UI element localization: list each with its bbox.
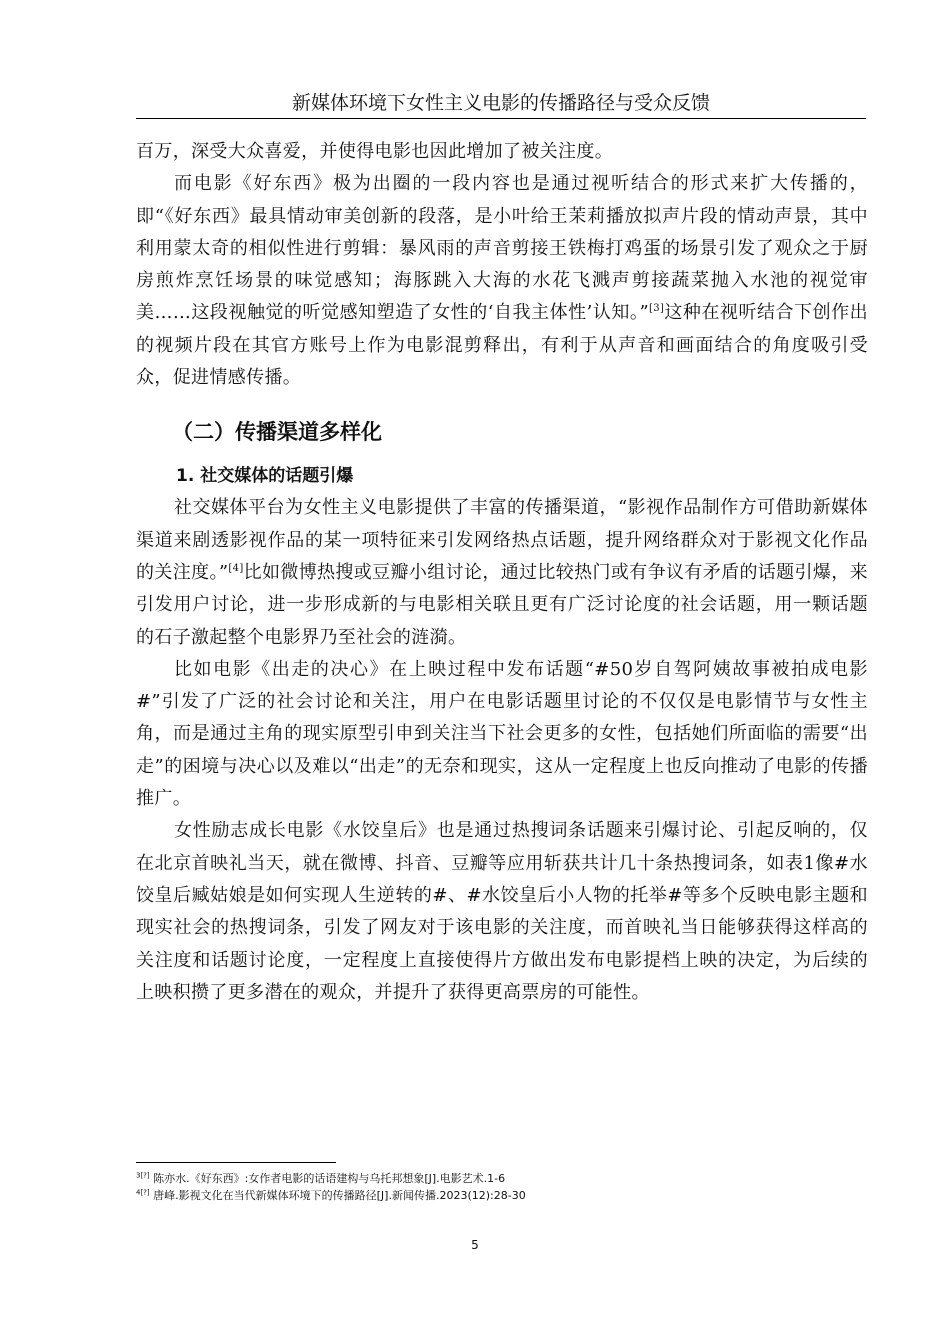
footnote-mark: 3[?] <box>136 1171 150 1180</box>
footnote-text: 唐峰.影视文化在当代新媒体环境下的传播路径[J].新闻传播.2023(12):28-30 <box>153 1189 526 1202</box>
paragraph-text: 社交媒体平台为女性主义电影提供了丰富的传播渠道，“影视作品制作方可借助新媒体渠道来剧透影视作品的某一项特征来引发网络热点话题，提升网络群众对于影视文化作品的关注度。” <box>136 497 868 583</box>
footnote-item <box>136 1187 866 1204</box>
paragraph-social-media <box>136 492 868 653</box>
page-number: 5 <box>471 1238 479 1252</box>
footnote-mark: 4[?] <box>136 1188 150 1197</box>
paragraph-text: 这种在视听结合下创作出的视频片段在其官方账号上作为电影混剪释出，有利于从声音和画面结合的角度吸引受众，促进情感传播。 <box>136 302 868 389</box>
paragraph-text: 比如微博热搜或豆瓣小组讨论，通过比较热门或有争议有矛盾的话题引爆，来引发用户讨论，进一步形成新的与电影相关联且更有广泛讨论度的社会话题，用一颗话题的石子激起整个电影界乃至社会的涟漪。 <box>136 561 868 648</box>
section-heading: （二）传播渠道多样化 <box>172 420 382 445</box>
citation-ref-3: [3] <box>649 303 665 315</box>
footnote-divider <box>136 1162 336 1163</box>
subsection-heading: 1. 社交媒体的话题引爆 <box>176 466 354 487</box>
footnote-item <box>136 1170 866 1187</box>
citation-ref-4: [4] <box>228 562 244 574</box>
paragraph-shuijiao: 女性励志成长电影《水饺皇后》也是通过热搜词条话题来引爆讨论、引起反响的，仅在北京首映礼当天，就在微博、抖音、豆瓣等应用斩获共计几十条热搜词条，如表1像#水饺皇后臧姑娘是如何实现人生逆转的#、#水饺皇后小人物的托举#等多个反映电影主题和现实社会的热搜词条，引发了网友对于该电影的关注度，而首映礼当日能够获得这样高的关注度和话题讨论度，一定程度上直接使得片方做出发布电影提档上映的决定，为后续的上映积攒了更多潜在的观众，并提升了获得更高票房的可能性。 <box>136 820 868 1003</box>
paragraph-continued: 百万，深受大众喜爱，并使得电影也因此增加了被关注度。 <box>136 141 614 162</box>
paragraph-text: 而电影《好东西》极为出圈的一段内容也是通过视听结合的形式来扩大传播的，即“《好东西》最具情动审美创新的段落，是小叶给王茉莉播放拟声片段的情动声景，其中利用蒙太奇的相似性进行剪辑：暴风雨的声音剪接王铁梅打鸡蛋的场景引发了观众之于厨房煎炸烹饪场景的味觉感知；海豚跳入大海的水花飞溅声剪接蔬菜抛入水池的视觉审美……这段视触觉的听觉感知塑造了女性的‘自我主体性’认知。” <box>136 173 868 324</box>
paragraph-haodongxi <box>136 168 868 394</box>
running-header: 新媒体环境下女性主义电影的传播路径与受众反馈 <box>136 90 866 119</box>
body-text <box>136 136 868 1009</box>
paragraph-chuzou: 比如电影《出走的决心》在上映过程中发布话题“#50岁自驾阿姨故事被拍成电影#”引发了广泛的社会讨论和关注，用户在电影话题里讨论的不仅仅是电影情节与女性主角，而是通过主角的现实原型引申到关注当下社会更多的女性，包括她们所面临的需要“出走”的困境与决心以及难以“出走”的无奈和现实，这从一定程度上也反向推动了电影的传播推广。 <box>136 658 868 810</box>
footnote-text: 陈亦水.《好东西》:女作者电影的话语建构与乌托邦想象[J].电影艺术.1-6 <box>153 1172 506 1185</box>
footnotes <box>136 1170 866 1204</box>
